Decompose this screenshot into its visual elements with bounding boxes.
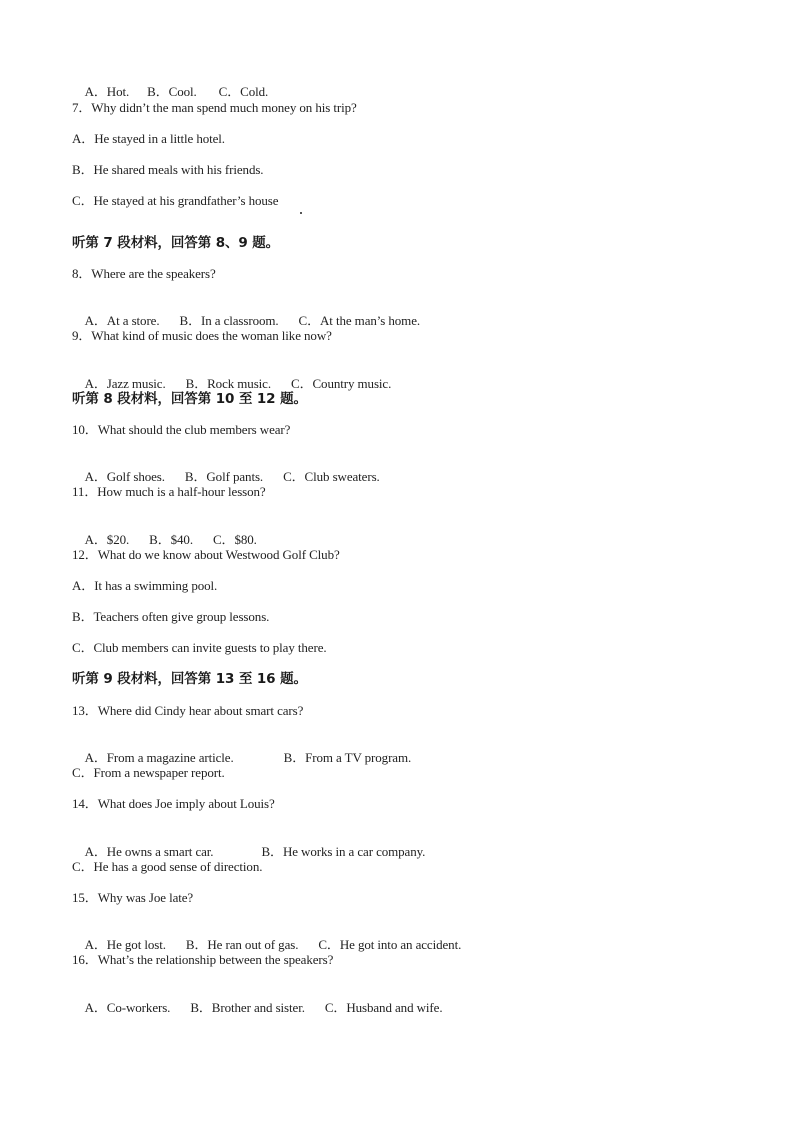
question-12: 12．What do we know about Westwood Golf Club? [72,547,340,562]
question-16: 16．What’s the relationship between the speakers? [72,952,334,967]
question-9: 9．What kind of music does the woman like now? [72,328,332,343]
option-a: A．He owns a smart car. [84,844,214,859]
section-heading-7: 听第 7 段材料，回答第 8、9 题。 [72,235,280,251]
section-heading-9: 听第 9 段材料，回答第 13 至 16 题。 [72,671,307,687]
option-b: B．He ran out of gas. [185,937,299,952]
option-c: C．At the man’s home. [298,313,421,328]
option-b: B．From a TV program. [283,750,412,765]
option-a: A．Jazz music. [84,376,166,391]
option-a: A．He got lost. [84,937,166,952]
q16-options [72,984,442,1032]
option-b: B．He works in a car company. [261,844,426,859]
question-13: 13．Where did Cindy hear about smart cars? [72,703,304,718]
option-c: C．Cold. [218,84,269,99]
q13-option-c: C．From a newspaper report. [72,765,225,780]
stray-mark [300,212,302,214]
option-c: C．Husband and wife. [324,1000,443,1015]
option-a: A．At a store. [84,313,160,328]
option-b: B．Brother and sister. [190,1000,305,1015]
option-c: C．He got into an accident. [318,937,462,952]
option-c: C．Club sweaters. [283,469,380,484]
q12-option-b: B．Teachers often give group lessons. [72,609,270,624]
question-7: 7．Why didn’t the man spend much money on his trip? [72,100,357,115]
section-heading-8: 听第 8 段材料，回答第 10 至 12 题。 [72,391,307,407]
option-b: B．Rock music. [185,376,271,391]
option-b: B．$40. [149,532,193,547]
option-a: A．$20. [84,532,130,547]
q12-option-c: C．Club members can invite guests to play there. [72,640,327,655]
option-c: C．Country music. [291,376,392,391]
option-a: A．From a magazine article. [84,750,234,765]
option-a: A．Co-workers. [84,1000,171,1015]
option-a: A．Golf shoes. [84,469,165,484]
q14-option-c: C．He has a good sense of direction. [72,859,263,874]
question-11: 11．How much is a half-hour lesson? [72,484,266,499]
option-b: B．Cool. [147,84,197,99]
option-a: A．Hot. [84,84,130,99]
question-14: 14．What does Joe imply about Louis? [72,796,275,811]
option-b: B．Golf pants. [184,469,264,484]
q7-option-c: C．He stayed at his grandfather’s house [72,193,279,208]
question-15: 15．Why was Joe late? [72,890,194,905]
q7-option-a: A．He stayed in a little hotel. [72,131,225,146]
question-8: 8．Where are the speakers? [72,266,216,281]
q7-option-b: B．He shared meals with his friends. [72,162,264,177]
question-10: 10．What should the club members wear? [72,422,291,437]
option-b: B．In a classroom. [179,313,279,328]
q12-option-a: A．It has a swimming pool. [72,578,218,593]
option-c: C．$80. [212,532,257,547]
